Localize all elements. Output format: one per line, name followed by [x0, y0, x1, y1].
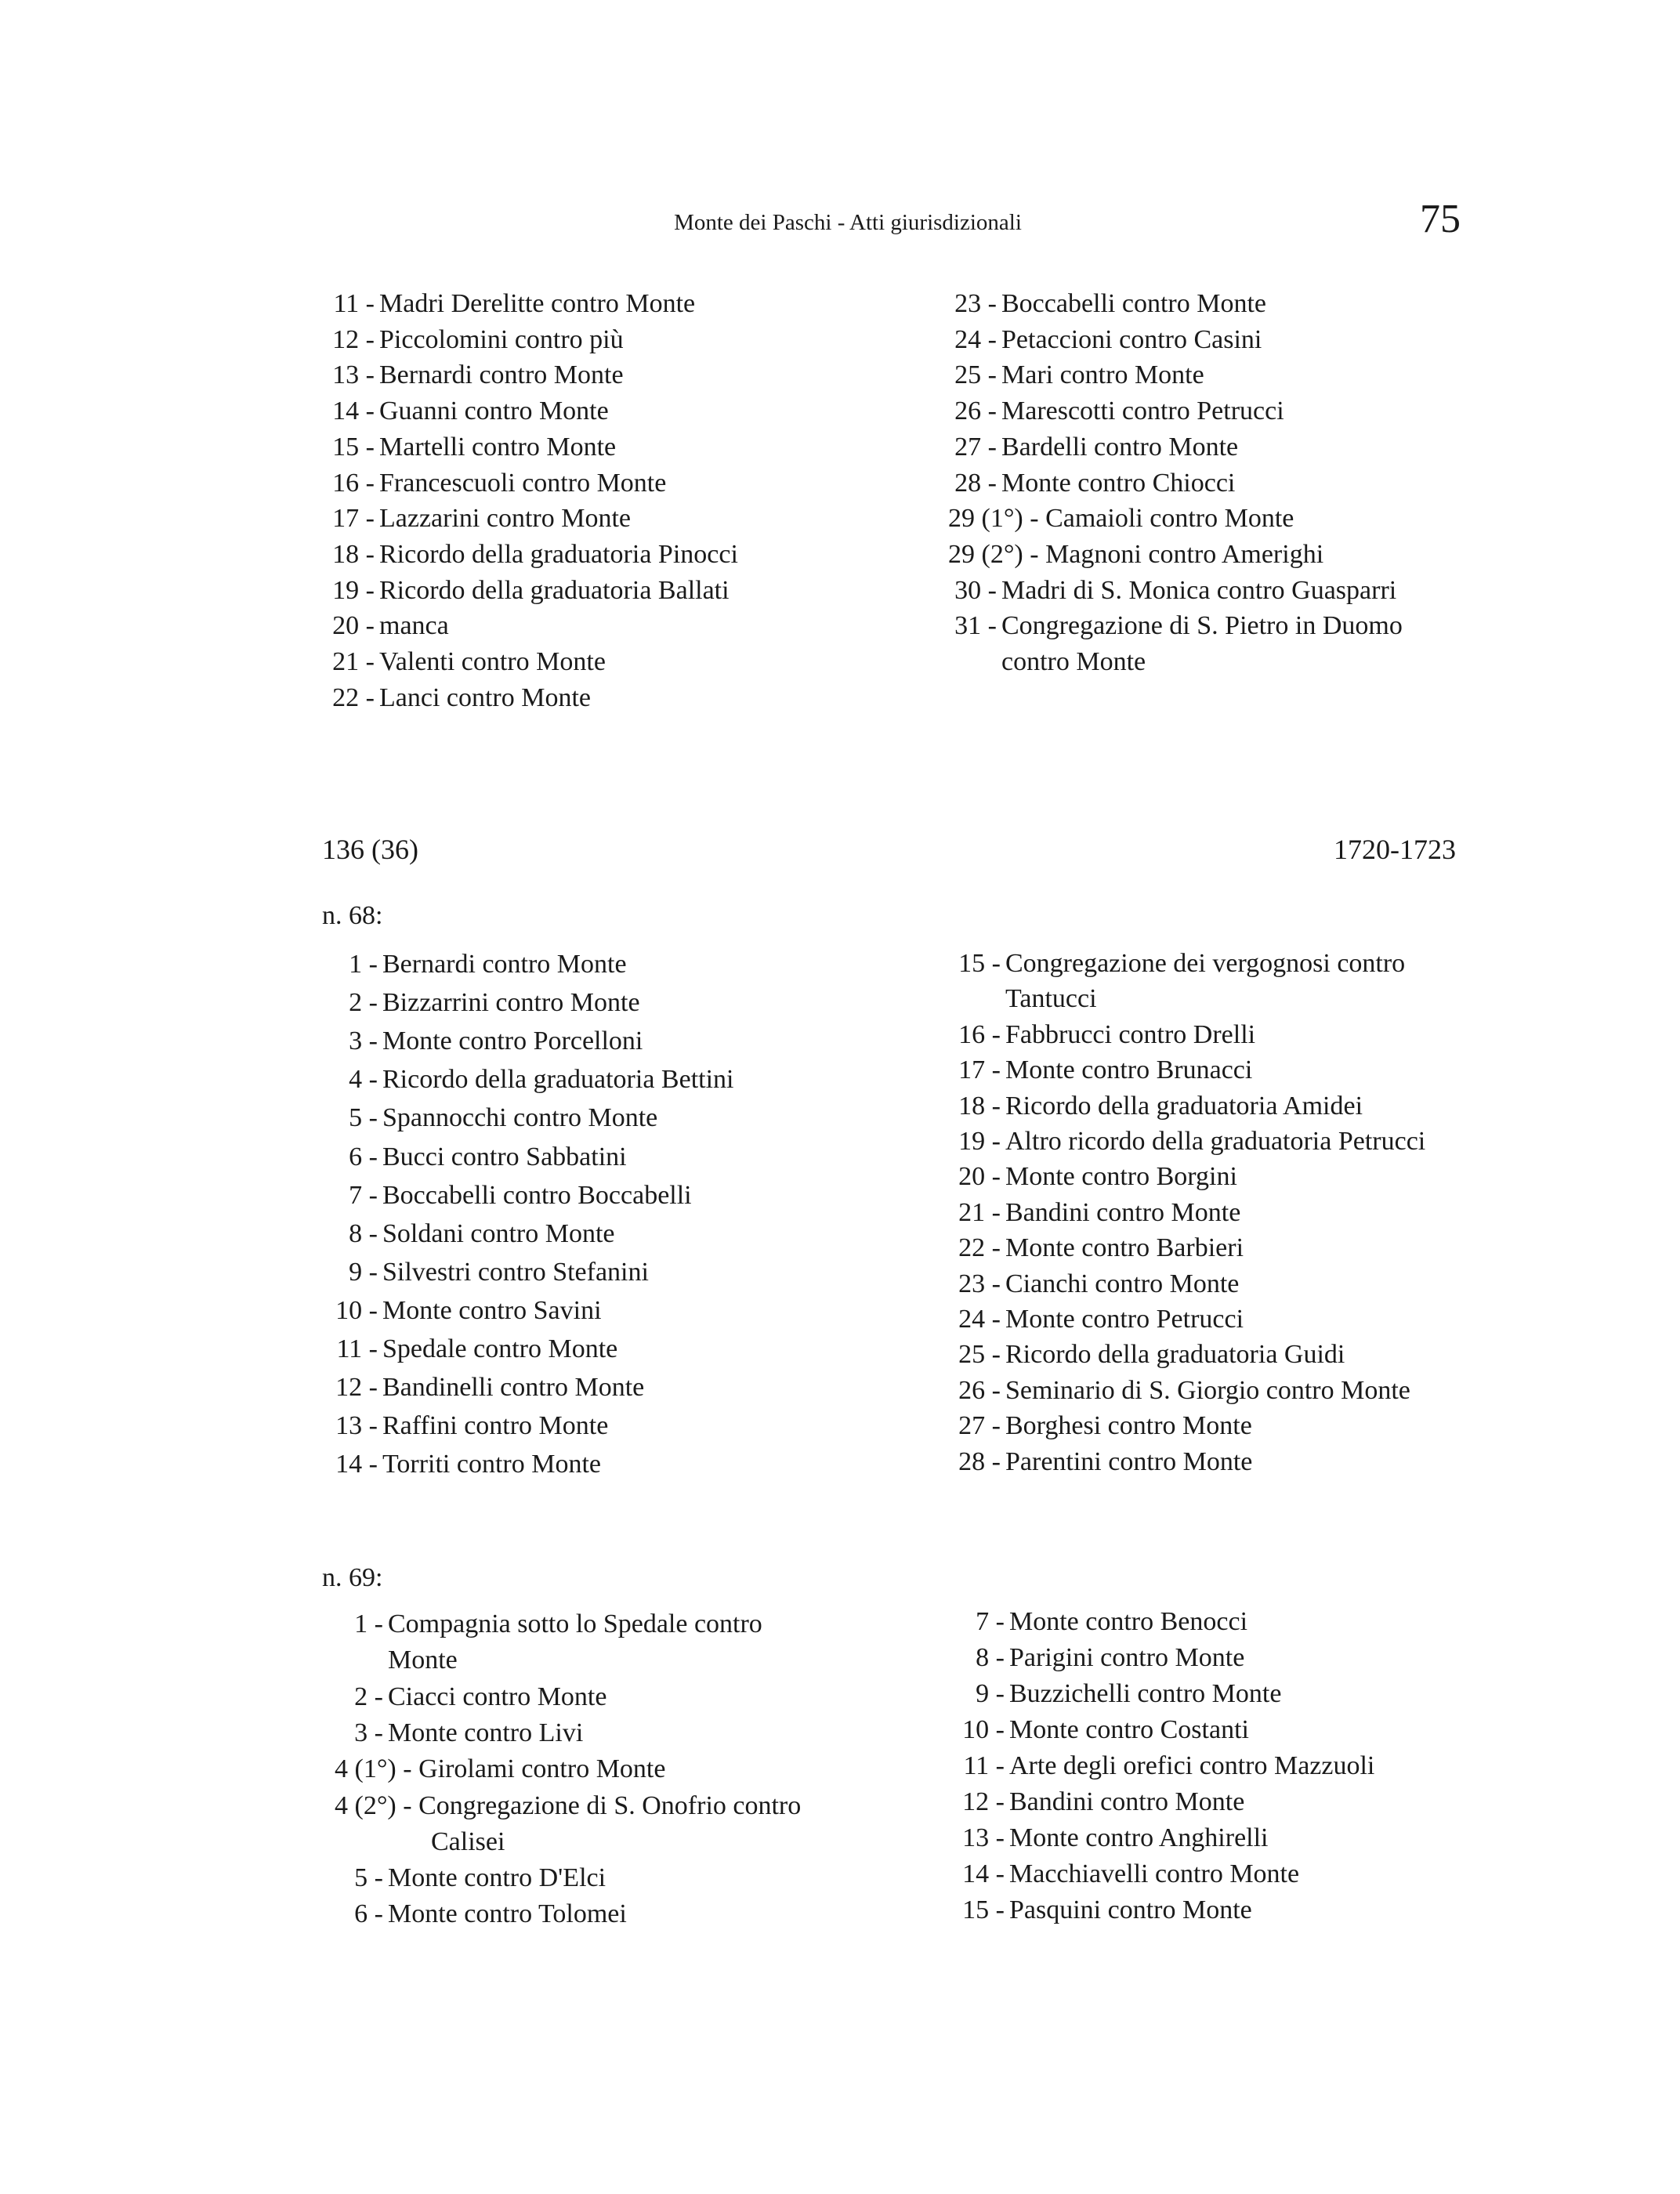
item-text: Congregazione di S. Onofrio contro — [418, 1790, 802, 1820]
item-text: Monte contro Borgini — [1005, 1162, 1237, 1192]
item-number: 15 - — [962, 1895, 1005, 1924]
item-number: 27 - — [954, 432, 997, 462]
item-number: 3 - — [349, 1026, 378, 1056]
item-number: 7 - — [349, 1180, 378, 1210]
item-text: Ricordo della graduatoria Guidi — [1005, 1340, 1345, 1370]
item-number: 16 - — [958, 1019, 1001, 1049]
item-text: Monte contro Livi — [388, 1718, 584, 1747]
item-number: 4 (1°) - — [335, 1754, 412, 1784]
item-text: Ciacci contro Monte — [388, 1682, 607, 1711]
item-number: 18 - — [332, 539, 375, 569]
item-continuation: Monte — [388, 1646, 458, 1675]
item-continuation: contro Monte — [1001, 647, 1146, 676]
item-number: 24 - — [954, 324, 997, 354]
list-item — [0, 987, 640, 1019]
item-text: Congregazione di S. Pietro in Duomo — [1001, 611, 1403, 641]
item-text: Magnoni contro Amerighi — [1045, 539, 1324, 569]
item-number: 28 - — [954, 468, 997, 498]
item-number: 29 (2°) - — [948, 539, 1039, 569]
item-number: 5 - — [349, 1103, 378, 1133]
item-continuation: Tantucci — [1005, 984, 1097, 1014]
item-text: Altro ricordo della graduatoria Petrucci — [1005, 1127, 1426, 1156]
item-number: 24 - — [958, 1305, 1001, 1334]
item-text: Monte contro Chiocci — [1001, 468, 1236, 498]
item-text: Ricordo della graduatoria Amidei — [1005, 1091, 1363, 1121]
item-text: Lanci contro Monte — [379, 682, 592, 712]
item-number: 25 - — [954, 360, 997, 390]
running-title: Monte dei Paschi - Atti giurisdizionali — [674, 210, 1022, 235]
item-text: Arte degli orefici contro Mazzuoli — [1009, 1751, 1375, 1780]
item-number: 10 - — [335, 1295, 378, 1325]
n69-label: n. 69: — [322, 1563, 383, 1592]
item-text: Monte contro Anghirelli — [1009, 1823, 1269, 1852]
item-text: Borghesi contro Monte — [1005, 1411, 1252, 1441]
item-number: 2 - — [354, 1682, 383, 1711]
item-number: 27 - — [958, 1411, 1001, 1441]
item-text: Monte contro D'Elci — [388, 1863, 606, 1893]
item-number: 15 - — [332, 432, 375, 462]
item-number: 11 - — [963, 1751, 1005, 1780]
item-number: 6 - — [354, 1899, 383, 1929]
item-text: Martelli contro Monte — [379, 432, 617, 462]
item-number: 12 - — [335, 1373, 378, 1403]
item-text: Monte contro Porcelloni — [382, 1026, 643, 1056]
item-text: Valenti contro Monte — [379, 647, 606, 676]
item-text: Monte contro Tolomei — [388, 1899, 627, 1929]
item-number: 10 - — [962, 1715, 1005, 1744]
item-number: 26 - — [954, 396, 997, 426]
item-number: 18 - — [958, 1091, 1001, 1121]
item-text: Ricordo della graduatoria Ballati — [379, 575, 730, 605]
item-number: 4 (2°) - — [335, 1790, 412, 1820]
item-text: Madri di S. Monica contro Guasparri — [1001, 575, 1397, 605]
item-number: 20 - — [332, 611, 375, 641]
item-text: Congregazione dei vergognosi contro — [1005, 949, 1406, 978]
item-text: Buzzichelli contro Monte — [1009, 1679, 1282, 1708]
item-text: Parigini contro Monte — [1009, 1643, 1245, 1672]
item-number: 22 - — [332, 682, 375, 712]
item-text: Marescotti contro Petrucci — [1001, 396, 1284, 426]
item-number: 20 - — [958, 1162, 1001, 1192]
item-text: Girolami contro Monte — [418, 1754, 666, 1784]
item-number: 3 - — [354, 1718, 383, 1747]
item-text: Bernardi contro Monte — [382, 950, 627, 979]
item-text: Bizzarrini contro Monte — [382, 988, 640, 1018]
item-number: 21 - — [332, 647, 375, 676]
item-number: 14 - — [335, 1450, 378, 1479]
item-text: manca — [379, 611, 449, 641]
item-text: Monte contro Costanti — [1009, 1715, 1249, 1744]
item-text: Bandinelli contro Monte — [382, 1373, 645, 1403]
item-number: 16 - — [332, 468, 375, 498]
item-number: 7 - — [976, 1607, 1005, 1636]
item-text: Torriti contro Monte — [382, 1450, 602, 1479]
item-number: 19 - — [958, 1127, 1001, 1156]
item-number: 28 - — [958, 1446, 1001, 1476]
item-text: Camaioli contro Monte — [1045, 504, 1294, 534]
list-item — [0, 1161, 1237, 1193]
item-text: Lazzarini contro Monte — [379, 504, 631, 534]
item-text: Monte contro Petrucci — [1005, 1305, 1244, 1334]
item-number: 13 - — [332, 360, 375, 390]
item-text: Macchiavelli contro Monte — [1009, 1859, 1300, 1888]
item-number: 9 - — [349, 1257, 378, 1287]
item-number: 1 - — [354, 1609, 383, 1638]
item-number: 25 - — [958, 1340, 1001, 1370]
item-text: Parentini contro Monte — [1005, 1446, 1253, 1476]
item-number: 17 - — [958, 1055, 1001, 1085]
list-item — [0, 1642, 1245, 1674]
item-text: Pasquini contro Monte — [1009, 1895, 1252, 1924]
item-text: Bandini contro Monte — [1009, 1787, 1245, 1816]
item-text: Monte contro Barbieri — [1005, 1233, 1244, 1263]
item-number: 30 - — [954, 575, 997, 605]
item-text: Monte contro Brunacci — [1005, 1055, 1253, 1085]
item-text: Cianchi contro Monte — [1005, 1269, 1240, 1298]
item-number: 5 - — [354, 1863, 383, 1893]
item-number: 12 - — [332, 324, 375, 354]
item-number: 8 - — [976, 1643, 1005, 1672]
item-number: 14 - — [332, 396, 375, 426]
item-text: Spedale contro Monte — [382, 1334, 618, 1363]
item-text: Spannocchi contro Monte — [382, 1103, 658, 1133]
page-number: 75 — [1420, 197, 1461, 241]
item-number: 12 - — [962, 1787, 1005, 1816]
item-text: Bucci contro Sabbatini — [382, 1142, 627, 1171]
item-text: Seminario di S. Giorgio contro Monte — [1005, 1375, 1410, 1405]
n68-label: n. 68: — [322, 901, 383, 930]
item-number: 19 - — [332, 575, 375, 605]
item-number: 26 - — [958, 1375, 1001, 1405]
item-text: Bandini contro Monte — [1005, 1197, 1241, 1227]
item-text: Silvestri contro Stefanini — [382, 1257, 649, 1287]
item-number: 4 - — [349, 1065, 378, 1095]
item-number: 6 - — [349, 1142, 378, 1171]
item-text: Petaccioni contro Casini — [1001, 324, 1262, 354]
item-number: 23 - — [954, 289, 997, 318]
item-text: Ricordo della graduatoria Pinocci — [379, 539, 738, 569]
item-continuation: Calisei — [431, 1827, 505, 1856]
item-text: Ricordo della graduatoria Bettini — [382, 1065, 734, 1095]
unit-id: 136 (36) — [322, 834, 418, 865]
list-item — [0, 682, 592, 714]
item-number: 15 - — [958, 949, 1001, 978]
item-number: 29 (1°) - — [948, 504, 1039, 534]
item-text: Boccabelli contro Boccabelli — [382, 1180, 692, 1210]
item-number: 11 - — [333, 289, 375, 318]
item-text: Guanni contro Monte — [379, 396, 609, 426]
item-number: 21 - — [958, 1197, 1001, 1227]
item-number: 9 - — [976, 1679, 1005, 1708]
item-number: 23 - — [958, 1269, 1001, 1298]
item-text: Raffini contro Monte — [382, 1411, 609, 1441]
item-number: 11 - — [336, 1334, 378, 1363]
item-text: Compagnia sotto lo Spedale contro — [388, 1609, 762, 1638]
item-text: Piccolomini contro più — [379, 324, 624, 354]
item-text: Monte contro Benocci — [1009, 1607, 1248, 1636]
unit-dates: 1720-1723 — [1334, 834, 1456, 865]
item-text: Bardelli contro Monte — [1001, 432, 1239, 462]
item-text: Monte contro Savini — [382, 1295, 602, 1325]
item-number: 13 - — [962, 1823, 1005, 1852]
item-number: 8 - — [349, 1218, 378, 1248]
item-number: 31 - — [954, 611, 997, 641]
item-text: Fabbrucci contro Drelli — [1005, 1019, 1256, 1049]
item-text: Francescuoli contro Monte — [379, 468, 667, 498]
item-text: Mari contro Monte — [1001, 360, 1204, 390]
item-number: 1 - — [349, 950, 378, 979]
item-text: Madri Derelitte contro Monte — [379, 289, 696, 318]
list-item — [0, 646, 606, 678]
list-item — [0, 1197, 1241, 1229]
item-text: Soldani contro Monte — [382, 1218, 615, 1248]
item-number: 14 - — [962, 1859, 1005, 1888]
item-number: 2 - — [349, 988, 378, 1018]
item-text: Boccabelli contro Monte — [1001, 289, 1267, 318]
item-number: 17 - — [332, 504, 375, 534]
item-number: 22 - — [958, 1233, 1001, 1263]
item-text: Bernardi contro Monte — [379, 360, 624, 390]
item-number: 13 - — [335, 1411, 378, 1441]
